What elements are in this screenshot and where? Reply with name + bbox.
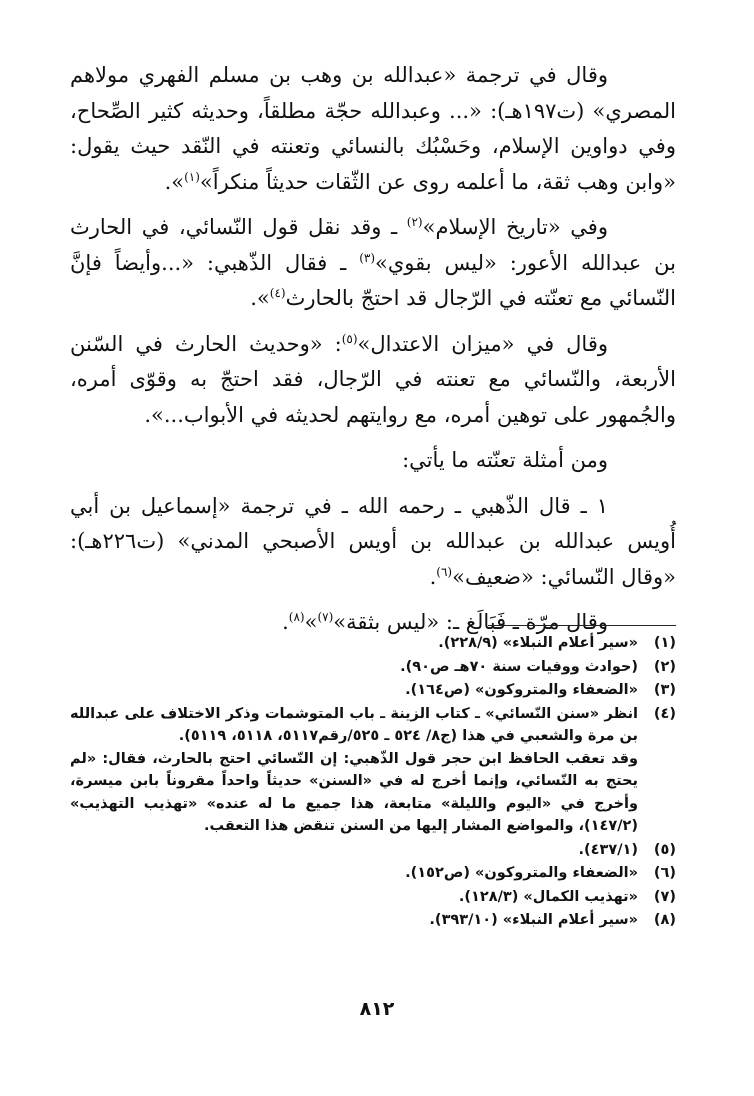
footnote-text <box>70 862 638 885</box>
main-text <box>70 58 676 651</box>
footnotes <box>70 632 676 933</box>
footnote-1 <box>70 632 676 655</box>
text-segment: وقال مرّة ـ فَبَالَغ ـ: «ليس بثقة» <box>333 610 608 634</box>
footnote-ref-8: (٨) <box>288 610 305 624</box>
text-segment: ـ وقد نقل قول النّسائي، في الحارث بن عبدالله الأعور: «ليس بقوي» <box>70 215 676 275</box>
text-segment: وقال في «ميزان الاعتدال» <box>357 331 608 356</box>
footnote-line: «الضعفاء والمتروكون» (ص١٥٢). <box>405 865 638 881</box>
footnote-number: (١) <box>653 635 676 651</box>
footnote-5 <box>70 839 676 862</box>
text-segment: ومن أمثلة تعنّته ما يأتي: <box>402 448 608 472</box>
footnote-ref-2: (٢) <box>406 215 423 229</box>
paragraph-5 <box>70 489 676 596</box>
footnote-7 <box>70 886 676 909</box>
footnote-8 <box>70 909 676 932</box>
text-segment: : «وحديث الحارث في السّنن الأربعة، والنّسائي مع تعنته في الرّجال، فقد احتجّ به وقوّى أمره، والجُمهور على توهين أمره، مع روايتهم لحديثه في الأبواب...». <box>70 331 676 427</box>
footnote-ref-7: (٧) <box>317 610 334 624</box>
footnote-line: «الضعفاء والمتروكون» (ص١٦٤). <box>405 682 638 698</box>
text-segment: ـ فقال الذّهبي: «...وأيضاً فإنَّ النّسائي مع تعنّته في الرّجال قد احتجّ بالحارث <box>70 250 676 310</box>
paragraph-4 <box>70 443 676 479</box>
paragraph-2 <box>70 210 676 317</box>
text-segment: ١ ـ قال الذّهبي ـ رحمه الله ـ في ترجمة «إسماعيل بن أبي أُويس عبدالله بن عبدالله بن أويس الأصبحي المدني» (ت٢٢٦هـ): «وقال النّسائي: «ضعيف» <box>70 493 676 589</box>
footnote-text <box>70 632 638 655</box>
footnote-text <box>70 656 638 679</box>
footnote-4 <box>70 703 676 838</box>
text-segment: ». <box>250 286 270 310</box>
footnote-line: «تهذيب الكمال» (١٢٨/٣). <box>458 888 638 905</box>
paragraph-1 <box>70 58 676 200</box>
footnote-ref-5: (٥) <box>341 331 358 346</box>
footnote-text <box>70 679 638 702</box>
footnote-number: (٣) <box>653 682 676 698</box>
text-segment: وفي «تاريخ الإسلام» <box>422 215 608 239</box>
footnote-divider <box>488 625 676 626</box>
footnote-line: (حوادث ووفيات سنة ٧٠هـ ص٩٠). <box>400 658 638 675</box>
footnote-number: (٥) <box>653 841 676 858</box>
footnote-6 <box>70 862 676 885</box>
footnote-number: (٤) <box>653 705 676 722</box>
footnote-number: (٢) <box>653 658 676 675</box>
footnote-ref-4: (٤) <box>269 286 286 300</box>
text-segment: . <box>429 564 437 589</box>
footnote-text <box>70 909 638 932</box>
text-segment: . <box>282 610 289 634</box>
footnote-ref-6: (٦) <box>436 564 453 579</box>
page-number: ٨١٢ <box>359 998 395 1020</box>
paragraph-3 <box>70 327 676 434</box>
footnote-2 <box>70 656 676 679</box>
footnote-ref-3: (٣) <box>359 250 376 265</box>
footnote-text <box>70 703 638 838</box>
text-segment: وقال في ترجمة «عبدالله بن وهب بن مسلم الفهري مولاهم المصري» (ت١٩٧هـ): «... وعبدالله حجّة مطلقاً، وحديثه كثير الصِّحاح، وفي دواوين الإسلام، وحَسْبُك بالنسائي وتعنته في النّقد حيث يقول: «وابن وهب ثقة، ما أعلمه روى عن الثّقات حديثاً منكراً» <box>70 63 676 194</box>
footnote-line: (٤٣٧/١). <box>578 841 638 858</box>
footnote-text <box>70 839 638 862</box>
footnote-line: «سير أعلام النبلاء» (٣٩٣/١٠). <box>429 912 638 928</box>
footnote-ref-1: (١) <box>184 169 200 184</box>
footnote-number: (٨) <box>653 912 676 928</box>
footnote-text <box>70 886 638 909</box>
footnote-number: (٦) <box>653 865 676 881</box>
footnote-line: «سير أعلام النبلاء» (٢٢٨/٩). <box>438 635 638 651</box>
footnote-line: وقد تعقب الحافظ ابن حجر قول الذّهبي: إن النّسائي احتج بالحارث، فقال: «لم يحتج به النّسائي، وإنما أخرج له في «السنن» حديثاً واحداً مقروناً بابن ميسرة، وأخرج في «اليوم والليلة» متابعة، هذا جميع ما له عنده» «تهذيب التهذيب» (١٤٧/٢)، والمواضع المشار إليها من السنن تنقض هذا التعقب. <box>70 750 638 834</box>
text-segment: » <box>304 610 318 634</box>
text-segment: ». <box>164 169 185 194</box>
footnote-3 <box>70 679 676 702</box>
footnote-line: انظر «سنن النّسائي» ـ كتاب الزينة ـ باب المتوشمات وذكر الاختلاف على عبدالله بن مرة والشعبي في هذا (ج٨/ ٥٢٤ ـ ٥٢٥/رقم٥١١٧، ٥١١٨، ٥١١٩). <box>70 705 638 744</box>
footnote-number: (٧) <box>653 888 676 905</box>
